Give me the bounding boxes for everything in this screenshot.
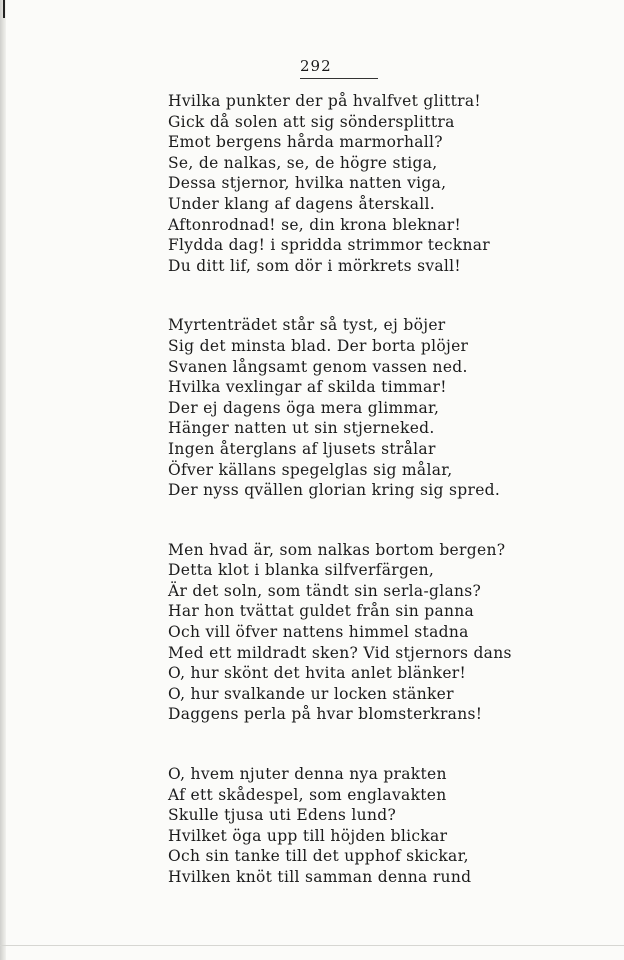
- header-rule: [300, 78, 378, 79]
- binding-mark: [3, 0, 5, 18]
- poem-line: O, hur svalkande ur locken stänker: [168, 684, 454, 703]
- poem-line: Är det soln, som tändt sin serla-glans?: [168, 581, 482, 600]
- poem-line: Och sin tanke till det upphof skickar,: [168, 847, 469, 866]
- poem-line: Och vill öfver nattens himmel stadna: [168, 623, 469, 642]
- poem-line: Svanen långsamt genom vassen ned.: [168, 357, 468, 376]
- stanza-3: [168, 540, 588, 725]
- poem-line: Aftonrodnad! se, din krona bleknar!: [168, 215, 462, 234]
- poem-line: Har hon tvättat guldet från sin panna: [168, 602, 475, 621]
- poem-line: Skulle tjusa uti Edens lund?: [168, 806, 397, 825]
- poem-line: Under klang af dagens återskall.: [168, 194, 436, 213]
- poem-line: Detta klot i blanka silfverfärgen,: [168, 561, 435, 580]
- poem-line: Hvilken knöt till samman denna rund: [168, 868, 472, 886]
- poem-line: Med ett mildradt sken? Vid stjernors dans: [168, 643, 512, 662]
- poem-line: O, hvem njuter denna nya prakten: [168, 765, 447, 784]
- stanza-1: [168, 91, 588, 276]
- poem-line: O, hur skönt det hvita anlet blänker!: [168, 664, 467, 683]
- page-gutter-edge: [0, 0, 6, 960]
- poem-line: Emot bergens hårda marmorhall?: [168, 133, 443, 152]
- poem-line: Se, de nalkas, se, de högre stiga,: [168, 153, 438, 172]
- poem-line: Daggens perla på hvar blomsterkrans!: [168, 705, 483, 724]
- poem-line: Hvilket öga upp till höjden blickar: [168, 826, 448, 845]
- poem-line: Sig det minsta blad. Der borta plöjer: [168, 336, 469, 355]
- stanza-4: [168, 764, 588, 888]
- page-number: 292: [300, 57, 332, 75]
- stanza-2: [168, 315, 588, 500]
- poem-body: [168, 91, 588, 927]
- poem-line: Hvilka vexlingar af skilda timmar!: [168, 378, 447, 397]
- poem-line: Af ett skådespel, som englavakten: [168, 785, 447, 804]
- poem-line: Myrtenträdet står så tyst, ej böjer: [168, 316, 446, 335]
- poem-line: Gick då solen att sig söndersplittra: [168, 112, 455, 131]
- poem-line: Hvilka punkter der på hvalfvet glittra!: [168, 92, 481, 110]
- poem-line: Ingen återglans af ljusets strålar: [168, 439, 436, 458]
- poem-line: Du ditt lif, som dör i mörkrets svall!: [168, 256, 461, 275]
- poem-line: Der nyss qvällen glorian kring sig spred.: [168, 481, 501, 500]
- poem-line: Öfver källans spegelglas sig målar,: [168, 460, 453, 479]
- poem-line: Hänger natten ut sin stjerneked.: [168, 419, 435, 438]
- poem-line: Dessa stjernor, hvilka natten viga,: [168, 174, 447, 193]
- poem-line: Men hvad är, som nalkas bortom bergen?: [168, 540, 506, 559]
- poem-line: Der ej dagens öga mera glimmar,: [168, 398, 440, 417]
- poem-line: Flydda dag! i spridda strimmor tecknar: [168, 236, 490, 255]
- page-bottom-edge: [0, 945, 624, 946]
